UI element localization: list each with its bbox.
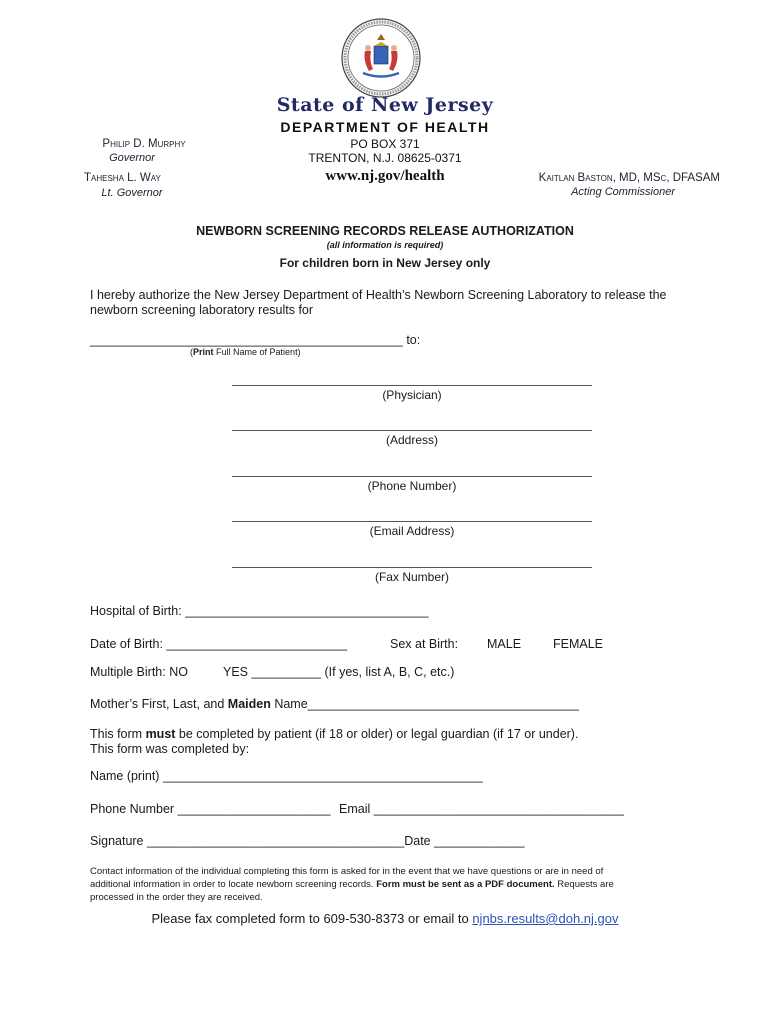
date-label: Date bbox=[404, 834, 435, 848]
commissioner-title: Acting Commissioner bbox=[571, 186, 675, 198]
po-box: PO BOX 371 bbox=[350, 137, 420, 151]
born-note: For children born in New Jersey only bbox=[279, 256, 491, 270]
hospital-label: Hospital of Birth: bbox=[90, 604, 186, 618]
mother-name-field[interactable] bbox=[90, 697, 579, 712]
authorize-line-2: newborn screening laboratory results for bbox=[90, 303, 314, 317]
department-name: DEPARTMENT OF HEALTH bbox=[280, 119, 490, 135]
signature-label: Signature bbox=[90, 834, 147, 848]
dob-field[interactable] bbox=[90, 637, 347, 652]
phone-label: (Phone Number) bbox=[367, 479, 457, 493]
completer-phone-blank: ______________________ bbox=[177, 802, 331, 816]
state-title: State of New Jersey bbox=[276, 94, 494, 116]
patient-name-blank: _____________________________________________ bbox=[90, 333, 403, 347]
completer-name-label: Name (print) bbox=[90, 769, 163, 783]
email-link[interactable]: njnbs.results@doh.nj.gov bbox=[472, 911, 619, 926]
multiple-birth-yes-field[interactable] bbox=[223, 665, 454, 680]
state-seal-icon bbox=[341, 18, 421, 98]
mother-label-pre: Mother’s First, Last, and bbox=[90, 697, 228, 711]
sex-female-option[interactable]: FEMALE bbox=[553, 637, 604, 651]
required-note: (all information is required) bbox=[326, 240, 444, 250]
hospital-blank: ___________________________________ bbox=[185, 604, 429, 618]
governor-title: Governor bbox=[109, 152, 155, 164]
physician-field[interactable] bbox=[232, 375, 592, 402]
sex-label: Sex at Birth: bbox=[390, 637, 459, 651]
completed-by-label: This form was completed by: bbox=[90, 742, 250, 756]
multiple-birth-note: (If yes, list A, B, C, etc.) bbox=[324, 665, 455, 679]
phone-field[interactable] bbox=[232, 466, 592, 493]
mother-label-maiden: Maiden bbox=[227, 697, 271, 711]
patient-name-field[interactable] bbox=[90, 333, 490, 348]
fax-field[interactable] bbox=[232, 557, 592, 584]
physician-label: (Physician) bbox=[382, 388, 442, 402]
dob-label: Date of Birth: bbox=[90, 637, 167, 651]
contact-note: Contact information of the individual completing this form is asked for in the event that we have questions or are in need of additional information in order to locate newborn screening records. Form must be sent as a PDF document. Requests are processed in the order they are received. bbox=[90, 866, 614, 903]
fax-instruction-text: Please fax completed form to 609-530-8373 or email to bbox=[151, 911, 473, 926]
sex-male-option[interactable]: MALE bbox=[487, 637, 522, 651]
multiple-birth-yes-option: YES bbox=[223, 665, 249, 679]
address-label: (Address) bbox=[385, 433, 438, 447]
website-link[interactable]: www.nj.gov/health bbox=[325, 168, 445, 184]
completer-phone-field[interactable] bbox=[90, 802, 331, 817]
mother-name-blank: _______________________________________ bbox=[307, 697, 579, 711]
city-address: TRENTON, N.J. 08625-0371 bbox=[308, 151, 462, 165]
signature-blank: _____________________________________ bbox=[146, 834, 405, 848]
completer-email-field[interactable] bbox=[339, 802, 624, 817]
patient-to-label: to: bbox=[406, 333, 421, 347]
form-title: NEWBORN SCREENING RECORDS RELEASE AUTHORIZATION bbox=[196, 224, 574, 238]
dob-blank: __________________________ bbox=[166, 637, 348, 651]
fax-instruction bbox=[0, 911, 770, 926]
governor-name: Philip D. Murphy bbox=[102, 138, 186, 150]
hospital-field[interactable] bbox=[90, 604, 429, 619]
email-label: (Email Address) bbox=[369, 524, 455, 538]
multiple-birth-no-option[interactable]: Multiple Birth: NO bbox=[90, 665, 188, 679]
completer-phone-label: Phone Number bbox=[90, 802, 178, 816]
fax-label: (Fax Number) bbox=[374, 570, 449, 584]
must-complete-note: This form must be completed by patient (if 18 or older) or legal guardian (if 17 or under). bbox=[90, 727, 579, 741]
multiple-birth-blank: __________ bbox=[251, 665, 322, 679]
signature-field[interactable] bbox=[90, 834, 524, 849]
lt-governor-name: Tahesha L. Way bbox=[84, 172, 161, 184]
completer-email-blank: ____________________________________ bbox=[373, 802, 625, 816]
patient-name-label: (Print Full Name of Patient) bbox=[190, 347, 301, 357]
completer-name-blank: ______________________________________________ bbox=[162, 769, 483, 783]
mother-label-post: Name bbox=[270, 697, 308, 711]
authorize-line-1: I hereby authorize the New Jersey Department of Health’s Newborn Screening Laboratory to release the bbox=[90, 288, 667, 302]
completer-name-field[interactable] bbox=[90, 769, 483, 784]
email-field[interactable] bbox=[232, 511, 592, 538]
lt-governor-title: Lt. Governor bbox=[101, 187, 163, 199]
completer-email-label: Email bbox=[339, 802, 374, 816]
date-blank: _____________ bbox=[434, 834, 525, 848]
address-field[interactable] bbox=[232, 420, 592, 447]
commissioner-name: Kaitlan Baston, MD, MSc, DFASAM bbox=[538, 172, 720, 184]
